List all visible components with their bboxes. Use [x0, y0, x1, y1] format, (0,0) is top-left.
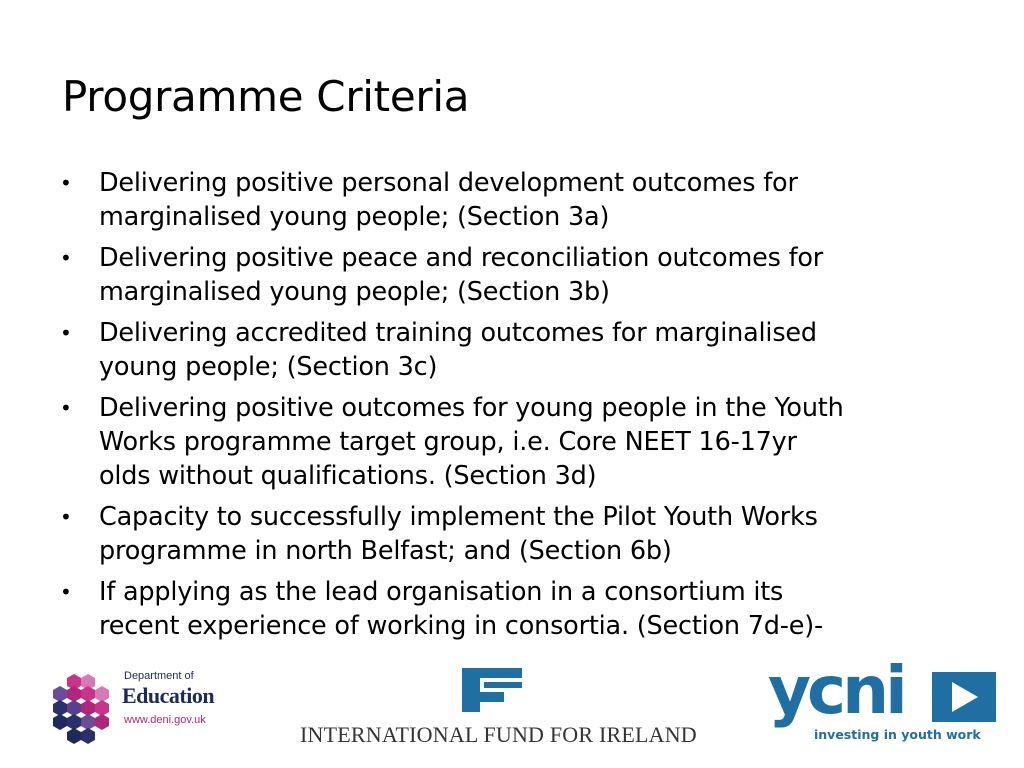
- slide-title: Programme Criteria: [62, 72, 470, 121]
- criteria-list: [60, 166, 960, 650]
- international-fund-for-ireland-logo: [300, 662, 695, 750]
- ifi-emblem-icon: [460, 666, 524, 714]
- deni-url: www.deni.gov.uk: [124, 714, 206, 726]
- ifi-name: INTERNATIONAL FUND FOR IRELAND: [300, 722, 697, 747]
- list-item: [60, 500, 960, 568]
- bullet-line: Delivering accredited training outcomes for marginalised: [99, 318, 817, 348]
- bullet-line: Delivering positive peace and reconciliation outcomes for: [99, 243, 824, 273]
- list-item: [60, 241, 960, 309]
- bullet-line: marginalised young people; (Section 3a): [99, 202, 610, 232]
- bullet-icon: •: [60, 171, 72, 195]
- bullet-line: If applying as the lead organisation in a consortium its: [99, 577, 784, 607]
- bullet-line: young people; (Section 3c): [99, 352, 438, 382]
- list-item: [60, 316, 960, 384]
- ycni-logo: [766, 652, 996, 748]
- bullet-line: olds without qualifications. (Section 3d): [99, 461, 597, 491]
- education-label: Education: [122, 683, 215, 708]
- bullet-line: marginalised young people; (Section 3b): [99, 277, 610, 307]
- bullet-line: Works programme target group, i.e. Core NEET 16-17yr: [99, 427, 797, 457]
- ycni-wordmark: ycni: [768, 652, 904, 729]
- bullet-line: recent experience of working in consortia. (Section 7d-e)-: [99, 611, 824, 641]
- ycni-tagline: investing in youth work: [814, 727, 981, 742]
- bullet-line: Delivering positive outcomes for young people in the Youth: [99, 393, 844, 423]
- department-label: Department of: [124, 670, 194, 682]
- list-item: [60, 575, 960, 643]
- bullet-line: Capacity to successfully implement the Pilot Youth Works: [99, 502, 818, 532]
- bullet-icon: •: [60, 505, 72, 529]
- list-item: [60, 391, 960, 493]
- bullet-icon: •: [60, 321, 72, 345]
- list-item: [60, 166, 960, 234]
- bullet-icon: •: [60, 396, 72, 420]
- bullet-line: Delivering positive personal development outcomes for: [99, 168, 798, 198]
- hexagon-cluster-icon: [50, 672, 114, 746]
- play-arrow-icon: [932, 672, 996, 722]
- bullet-icon: •: [60, 580, 72, 604]
- bullet-icon: •: [60, 246, 72, 270]
- department-of-education-logo: [50, 670, 240, 750]
- bullet-line: programme in north Belfast; and (Section 6b): [99, 536, 672, 566]
